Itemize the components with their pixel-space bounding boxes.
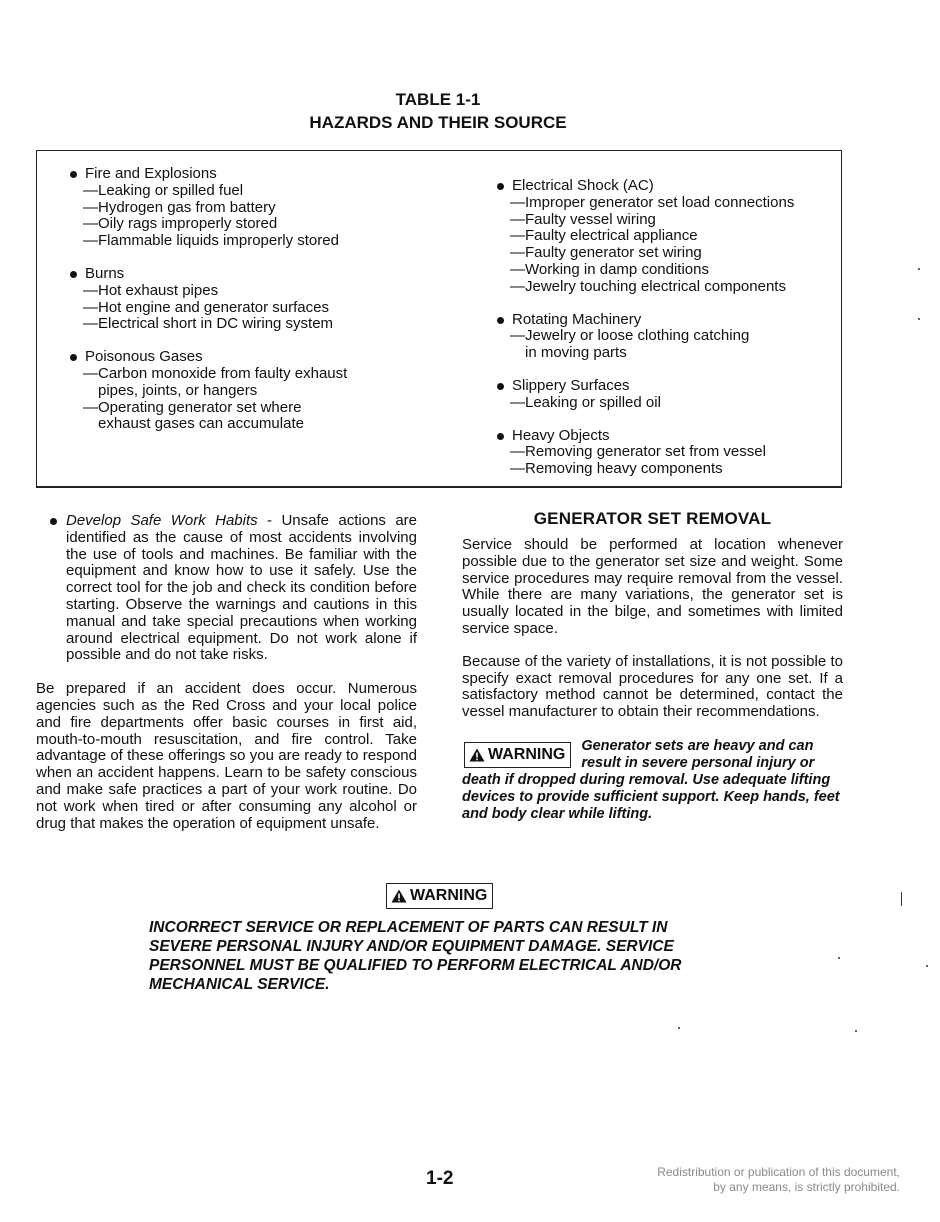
page-number: 1-2	[426, 1168, 454, 1189]
bottom-warning-badge	[386, 883, 493, 909]
hazard-group	[478, 312, 838, 362]
scan-speck	[901, 892, 902, 906]
hazard-item: —Operating generator set where	[83, 398, 302, 416]
hazard-item: —Jewelry touching electrical components	[510, 277, 786, 295]
hazard-item: —Jewelry or loose clothing catching	[510, 327, 750, 345]
hazard-group	[478, 378, 838, 412]
scan-speck	[838, 957, 840, 959]
hazard-heading: Poisonous Gases	[51, 349, 451, 366]
be-prepared-paragraph: Be prepared if an accident does occur. Numerous agencies such as the Red Cross and your local police and fire departments offer basic courses in first aid, mouth-to-mouth resuscitation, and fire control. Take advantage of these offerings so you are ready to respond when an accident happens. Learn to be safety conscious and make safe practices a part of your work routine. Do not work when tired or after consuming any alcohol or drug that makes the operation of equipment unsafe.	[36, 680, 417, 832]
warning-triangle-icon	[391, 889, 407, 903]
hazard-item: exhaust gases can accumulate	[98, 415, 304, 433]
hazard-item: —Working in damp conditions	[510, 260, 709, 278]
bullet-dot	[50, 518, 57, 525]
bottom-warning-text: INCORRECT SERVICE OR REPLACEMENT OF PARTS CAN RESULT IN SEVERE PERSONAL INJURY AND/OR EQUIPMENT DAMAGE. SERVICE PERSONNEL MUST BE QUALIFIED TO PERFORM ELECTRICAL AND/OR MECHANICAL SERVICE.	[149, 919, 682, 993]
copyright-notice	[657, 1165, 900, 1195]
hazard-group	[51, 166, 451, 250]
hazard-group	[51, 266, 451, 333]
scan-speck	[678, 1027, 680, 1029]
hazard-item: —Flammable liquids improperly stored	[83, 232, 339, 250]
hazard-item: —Oily rags improperly stored	[83, 215, 278, 233]
hazard-heading: Slippery Surfaces	[478, 378, 838, 395]
warning-triangle-icon	[469, 748, 485, 762]
table-subtitle: HAZARDS AND THEIR SOURCE	[309, 113, 567, 132]
hazard-item: —Leaking or spilled oil	[510, 393, 661, 411]
hazard-heading: Fire and Explosions	[51, 166, 451, 183]
hazard-group	[478, 428, 838, 478]
hazard-item: —Hot exhaust pipes	[83, 281, 219, 299]
hazard-item: —Faulty electrical appliance	[510, 227, 698, 245]
scan-speck	[918, 268, 920, 270]
hazard-group	[51, 349, 451, 433]
removal-warning-label-text: WARNING	[488, 745, 566, 763]
hazard-group	[478, 178, 838, 296]
hazard-item: in moving parts	[525, 344, 627, 362]
safe-work-habits-title: Develop Safe Work Habits	[66, 512, 258, 529]
safe-work-habits-text: - Unsafe actions are identified as the cause of most accidents involving the use of tools and machines. Be familiar with the equipment and know how to use it safely. Use the correct tool for the job and check its condition before starting. Observe the warnings and cautions in this manual and take special precautions when working around electrical equipment. Do not work alone if possible and do not take risks.	[66, 512, 418, 664]
hazard-heading: Burns	[51, 266, 451, 283]
bottom-warning-label	[386, 883, 493, 909]
bottom-warning-label-text: WARNING	[410, 887, 488, 904]
hazard-item: —Hot engine and generator surfaces	[83, 298, 329, 316]
removal-paragraph-2: Because of the variety of installations, it is not possible to specify exact removal procedures for any one set. If a satisfactory method cannot be determined, contact the vessel manufacturer to obtain their recommendations.	[462, 652, 843, 721]
scan-speck	[926, 965, 928, 967]
removal-warning-text: Generator sets are heavy and can result in severe personal injury or death if dropped during removal. Use adequate lifting devices to provide sufficient support. Keep hands, feet and body clear while lifting.	[462, 737, 840, 822]
copyright-notice-line-1: Redistribution or publication of this document,	[657, 1165, 900, 1179]
scan-speck	[855, 1030, 857, 1032]
hazard-item: —Electrical short in DC wiring system	[83, 315, 334, 333]
removal-warning-label	[464, 742, 571, 768]
hazard-item: —Faulty vessel wiring	[510, 210, 656, 228]
hazards-right-column	[478, 178, 838, 494]
removal-paragraph-1: Service should be performed at location whenever possible due to the generator set size and weight. Some service procedures may require removal from the vessel. While there are many variations, the generator set is usually located in the bilge, and sometimes with limited service space.	[462, 536, 843, 637]
safe-work-habits-bullet	[36, 513, 417, 664]
hazard-item: —Leaking or spilled fuel	[83, 181, 244, 199]
table-title: TABLE 1-1	[395, 90, 481, 109]
hazard-item: —Removing heavy components	[510, 460, 723, 478]
generator-removal-heading: GENERATOR SET REMOVAL	[533, 509, 772, 528]
hazard-item: —Removing generator set from vessel	[510, 443, 766, 461]
removal-warning	[462, 738, 843, 823]
scan-speck	[918, 318, 920, 320]
hazard-heading: Heavy Objects	[478, 428, 838, 445]
hazard-heading: Rotating Machinery	[478, 312, 838, 329]
copyright-notice-line-2: by any means, is strictly prohibited.	[713, 1180, 900, 1194]
hazard-heading: Electrical Shock (AC)	[478, 178, 838, 195]
hazard-item: —Carbon monoxide from faulty exhaust	[83, 364, 348, 382]
right-text-column	[462, 509, 843, 823]
hazard-item: pipes, joints, or hangers	[98, 381, 258, 399]
hazard-item: —Improper generator set load connections	[510, 193, 795, 211]
hazard-item: —Faulty generator set wiring	[510, 244, 702, 262]
hazard-item: —Hydrogen gas from battery	[83, 198, 276, 216]
hazards-table	[36, 150, 842, 488]
left-text-column	[36, 513, 417, 832]
hazards-left-column	[51, 166, 451, 449]
